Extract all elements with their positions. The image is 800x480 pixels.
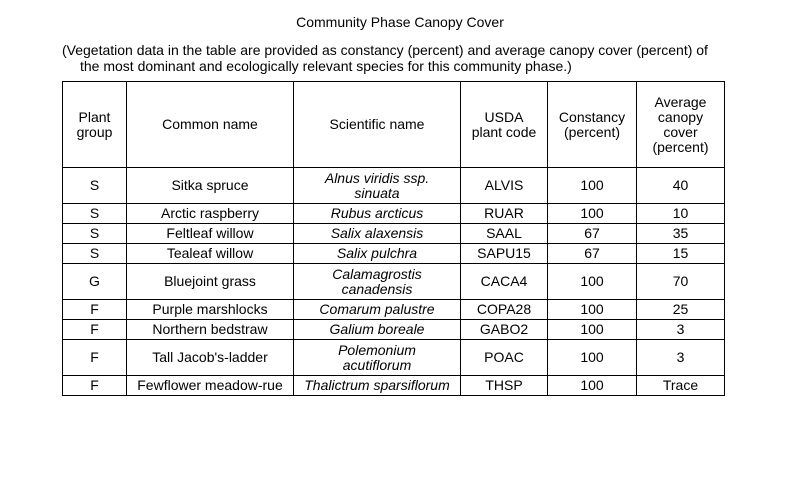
cell-plant-group: F: [63, 320, 127, 340]
cell-usda-code: SAPU15: [461, 244, 548, 264]
header-common-name: Common name: [127, 82, 294, 168]
cell-constancy: 67: [548, 224, 637, 244]
cell-scientific-name: Salix pulchra: [294, 244, 461, 264]
cell-plant-group: G: [63, 264, 127, 300]
cell-plant-group: S: [63, 224, 127, 244]
header-scientific-name: Scientific name: [294, 82, 461, 168]
cell-constancy: 100: [548, 376, 637, 396]
table-caption: [62, 42, 782, 74]
cell-scientific-name: Thalictrum sparsiflorum: [294, 376, 461, 396]
cell-common-name: Fewflower meadow-rue: [127, 376, 294, 396]
cell-common-name: Northern bedstraw: [127, 320, 294, 340]
cell-common-name: Purple marshlocks: [127, 300, 294, 320]
cell-common-name: Sitka spruce: [127, 168, 294, 204]
header-constancy: Constancy (percent): [548, 82, 637, 168]
table-row: [63, 340, 725, 376]
cell-plant-group: F: [63, 340, 127, 376]
cell-scientific-name: Calamagrostis canadensis: [294, 264, 461, 300]
cell-common-name: Tealeaf willow: [127, 244, 294, 264]
header-usda-plant-code: USDA plant code: [461, 82, 548, 168]
cell-common-name: Tall Jacob's-ladder: [127, 340, 294, 376]
cell-canopy-cover: 15: [637, 244, 725, 264]
cell-constancy: 100: [548, 264, 637, 300]
cell-plant-group: F: [63, 300, 127, 320]
table-body: [63, 168, 725, 396]
table-row: [63, 168, 725, 204]
table-header-row: [63, 82, 725, 168]
cell-constancy: 67: [548, 244, 637, 264]
cell-common-name: Arctic raspberry: [127, 204, 294, 224]
cell-scientific-name: Rubus arcticus: [294, 204, 461, 224]
cell-canopy-cover: 70: [637, 264, 725, 300]
table-row: [63, 376, 725, 396]
cell-usda-code: CACA4: [461, 264, 548, 300]
cell-canopy-cover: 10: [637, 204, 725, 224]
cell-usda-code: COPA28: [461, 300, 548, 320]
cell-common-name: Bluejoint grass: [127, 264, 294, 300]
cell-usda-code: SAAL: [461, 224, 548, 244]
cell-scientific-name: Comarum palustre: [294, 300, 461, 320]
cell-usda-code: ALVIS: [461, 168, 548, 204]
table-row: [63, 300, 725, 320]
cell-canopy-cover: 3: [637, 340, 725, 376]
cell-usda-code: THSP: [461, 376, 548, 396]
cell-plant-group: F: [63, 376, 127, 396]
cell-plant-group: S: [63, 244, 127, 264]
table-row: [63, 224, 725, 244]
cell-constancy: 100: [548, 300, 637, 320]
header-average-canopy-cover: Average canopy cover (percent): [637, 82, 725, 168]
cell-canopy-cover: 25: [637, 300, 725, 320]
page-title: Community Phase Canopy Cover: [296, 14, 504, 30]
cell-plant-group: S: [63, 204, 127, 224]
cell-canopy-cover: 3: [637, 320, 725, 340]
table-row: [63, 264, 725, 300]
canopy-cover-table: [62, 81, 725, 396]
cell-common-name: Feltleaf willow: [127, 224, 294, 244]
cell-plant-group: S: [63, 168, 127, 204]
cell-constancy: 100: [548, 320, 637, 340]
cell-canopy-cover: 35: [637, 224, 725, 244]
cell-usda-code: GABO2: [461, 320, 548, 340]
cell-constancy: 100: [548, 168, 637, 204]
header-plant-group: Plant group: [63, 82, 127, 168]
cell-scientific-name: Salix alaxensis: [294, 224, 461, 244]
cell-scientific-name: Alnus viridis ssp. sinuata: [294, 168, 461, 204]
cell-usda-code: RUAR: [461, 204, 548, 224]
cell-canopy-cover: Trace: [637, 376, 725, 396]
table-row: [63, 204, 725, 224]
cell-constancy: 100: [548, 340, 637, 376]
caption-line-2: the most dominant and ecologically relevant species for this community phase.): [80, 58, 572, 74]
cell-scientific-name: Polemonium acutiflorum: [294, 340, 461, 376]
cell-scientific-name: Galium boreale: [294, 320, 461, 340]
table-row: [63, 320, 725, 340]
cell-usda-code: POAC: [461, 340, 548, 376]
table-row: [63, 244, 725, 264]
caption-line-1: (Vegetation data in the table are provided as constancy (percent) and average canopy cover (percent) of: [62, 42, 708, 58]
cell-canopy-cover: 40: [637, 168, 725, 204]
cell-constancy: 100: [548, 204, 637, 224]
